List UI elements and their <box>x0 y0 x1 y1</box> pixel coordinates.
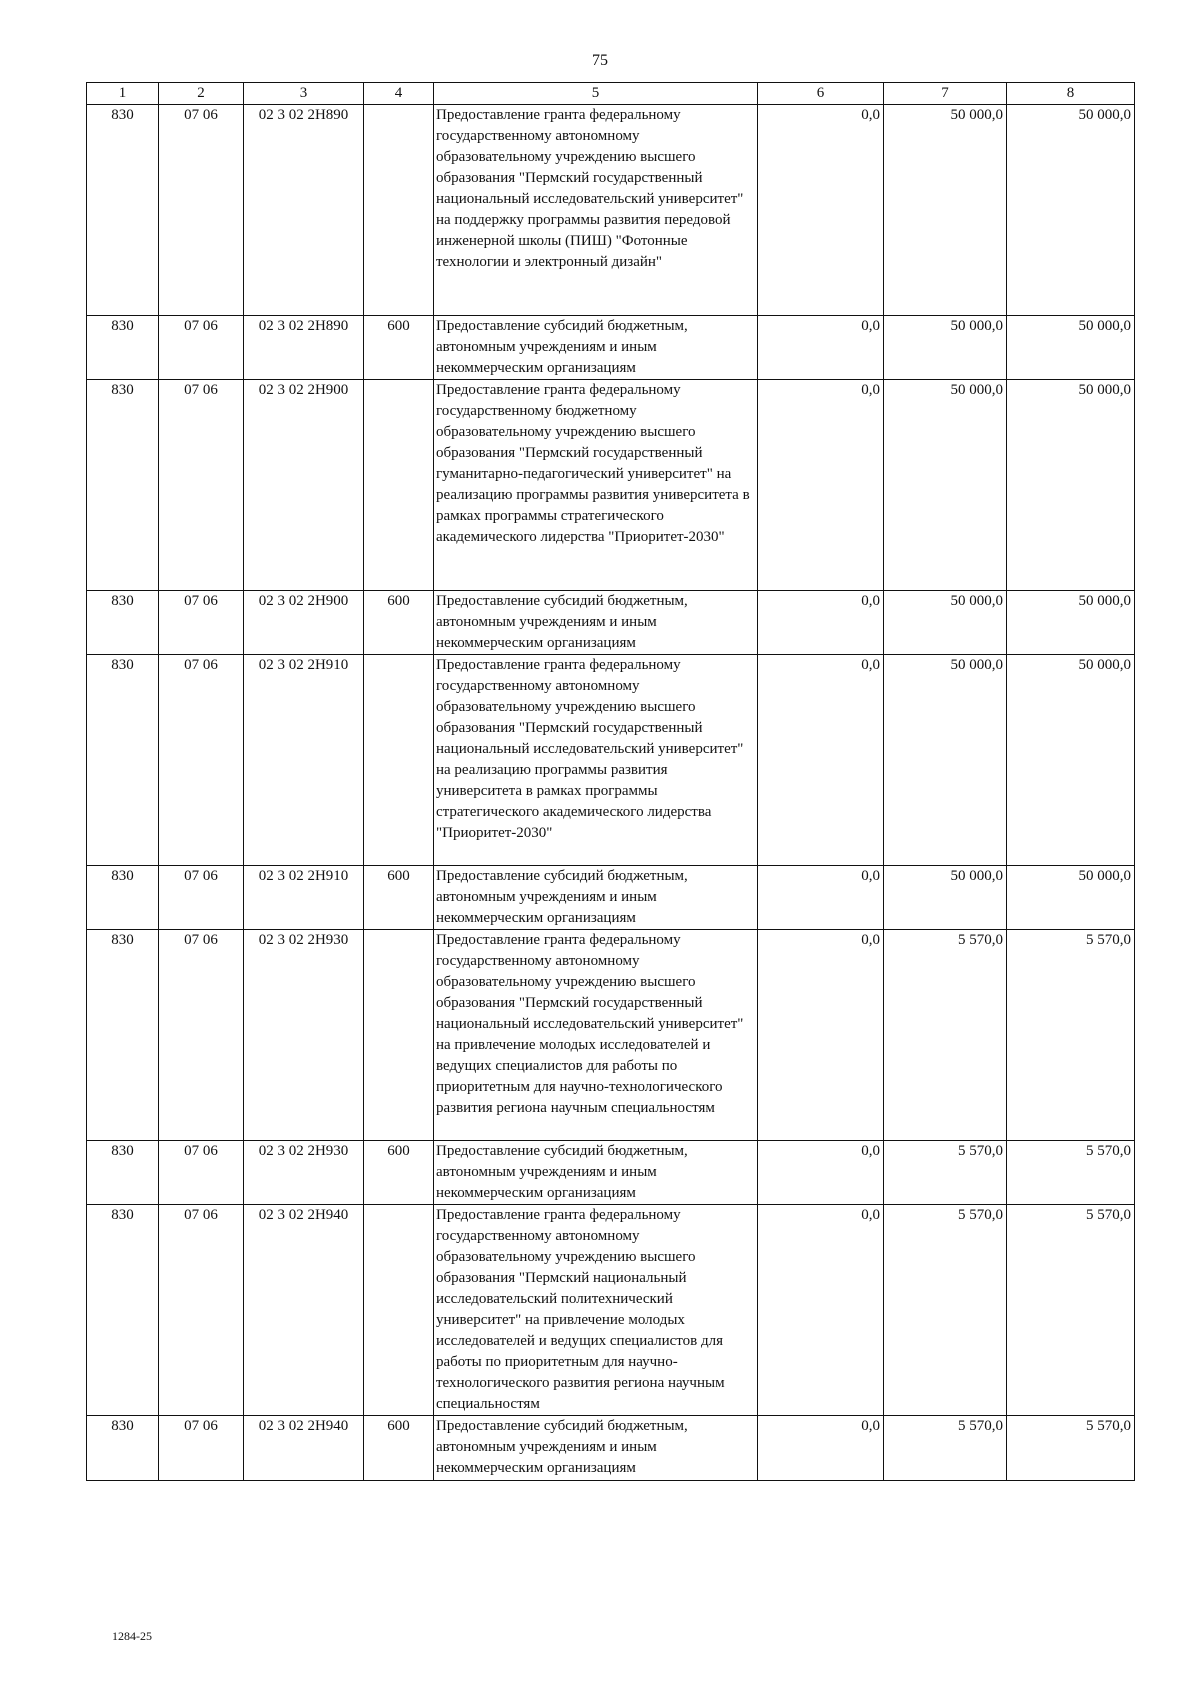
cell-description: Предоставление гранта федеральному государственному бюджетному образовательному учреждению высшего образования "Пермский государственный гуманитарно-педагогический университет" на реализацию программы развития университета в рамках программы стратегического академического лидерства "Приоритет-2030" <box>434 380 758 591</box>
cell-amount-7: 50 000,0 <box>884 105 1007 316</box>
cell-ministry-code: 830 <box>87 866 159 930</box>
cell-ministry-code: 830 <box>87 1416 159 1481</box>
cell-amount-8: 5 570,0 <box>1007 1205 1135 1416</box>
page-number: 75 <box>592 52 608 69</box>
cell-expense-type: 600 <box>364 866 434 930</box>
cell-amount-8: 50 000,0 <box>1007 380 1135 591</box>
cell-target-article: 02 3 02 2Н890 <box>244 105 364 316</box>
cell-amount-7: 50 000,0 <box>884 591 1007 655</box>
cell-amount-6: 0,0 <box>758 930 884 1141</box>
cell-amount-7: 50 000,0 <box>884 316 1007 380</box>
cell-amount-6: 0,0 <box>758 1416 884 1481</box>
cell-ministry-code: 830 <box>87 1141 159 1205</box>
cell-amount-6: 0,0 <box>758 380 884 591</box>
cell-amount-8: 50 000,0 <box>1007 866 1135 930</box>
cell-target-article: 02 3 02 2Н940 <box>244 1416 364 1481</box>
cell-expense-type <box>364 1205 434 1416</box>
cell-target-article: 02 3 02 2Н930 <box>244 1141 364 1205</box>
cell-section-code: 07 06 <box>159 866 244 930</box>
cell-amount-6: 0,0 <box>758 866 884 930</box>
cell-ministry-code: 830 <box>87 1205 159 1416</box>
cell-section-code: 07 06 <box>159 930 244 1141</box>
table-row <box>87 316 1135 380</box>
table-row <box>87 655 1135 866</box>
cell-amount-8: 5 570,0 <box>1007 930 1135 1141</box>
cell-amount-6: 0,0 <box>758 591 884 655</box>
cell-description: Предоставление гранта федеральному государственному автономному образовательному учреждению высшего образования "Пермский национальный исследовательский политехнический университет" на привлечение молодых исследователей и ведущих специалистов для работы по приоритетным для научно-технологического развития региона научным специальностям <box>434 1205 758 1416</box>
cell-amount-8: 50 000,0 <box>1007 591 1135 655</box>
cell-target-article: 02 3 02 2Н910 <box>244 866 364 930</box>
table-row <box>87 1141 1135 1205</box>
cell-amount-6: 0,0 <box>758 316 884 380</box>
header-cell-6: 6 <box>758 83 884 105</box>
table-row <box>87 380 1135 591</box>
cell-expense-type <box>364 930 434 1141</box>
cell-amount-7: 50 000,0 <box>884 380 1007 591</box>
cell-section-code: 07 06 <box>159 655 244 866</box>
cell-ministry-code: 830 <box>87 655 159 866</box>
cell-expense-type <box>364 105 434 316</box>
cell-ministry-code: 830 <box>87 930 159 1141</box>
header-row <box>87 83 1135 105</box>
table-row <box>87 105 1135 316</box>
header-cell-4: 4 <box>364 83 434 105</box>
cell-section-code: 07 06 <box>159 105 244 316</box>
cell-description: Предоставление субсидий бюджетным, автономным учреждениям и иным некоммерческим организациям <box>434 1141 758 1205</box>
cell-amount-8: 5 570,0 <box>1007 1141 1135 1205</box>
cell-amount-7: 50 000,0 <box>884 866 1007 930</box>
cell-description: Предоставление субсидий бюджетным, автономным учреждениям и иным некоммерческим организациям <box>434 591 758 655</box>
cell-target-article: 02 3 02 2Н930 <box>244 930 364 1141</box>
budget-table <box>86 82 1135 1481</box>
cell-ministry-code: 830 <box>87 591 159 655</box>
cell-ministry-code: 830 <box>87 380 159 591</box>
table-row <box>87 591 1135 655</box>
cell-amount-7: 5 570,0 <box>884 1205 1007 1416</box>
cell-target-article: 02 3 02 2Н910 <box>244 655 364 866</box>
table-row <box>87 930 1135 1141</box>
header-cell-2: 2 <box>159 83 244 105</box>
cell-amount-7: 5 570,0 <box>884 1141 1007 1205</box>
cell-amount-6: 0,0 <box>758 655 884 866</box>
cell-amount-7: 50 000,0 <box>884 655 1007 866</box>
header-cell-7: 7 <box>884 83 1007 105</box>
cell-expense-type <box>364 655 434 866</box>
document-code: 1284-25 <box>112 1629 152 1643</box>
cell-target-article: 02 3 02 2Н940 <box>244 1205 364 1416</box>
cell-amount-7: 5 570,0 <box>884 930 1007 1141</box>
header-cell-5: 5 <box>434 83 758 105</box>
cell-amount-6: 0,0 <box>758 105 884 316</box>
cell-description: Предоставление гранта федеральному государственному автономному образовательному учреждению высшего образования "Пермский государственный национальный исследовательский университет" на реализацию программы развития университета в рамках программы стратегического академического лидерства "Приоритет-2030" <box>434 655 758 866</box>
cell-section-code: 07 06 <box>159 380 244 591</box>
cell-ministry-code: 830 <box>87 105 159 316</box>
cell-section-code: 07 06 <box>159 1141 244 1205</box>
table-row <box>87 866 1135 930</box>
cell-amount-6: 0,0 <box>758 1141 884 1205</box>
cell-target-article: 02 3 02 2Н900 <box>244 591 364 655</box>
cell-target-article: 02 3 02 2Н890 <box>244 316 364 380</box>
cell-ministry-code: 830 <box>87 316 159 380</box>
cell-expense-type <box>364 380 434 591</box>
cell-description: Предоставление субсидий бюджетным, автономным учреждениям и иным некоммерческим организациям <box>434 866 758 930</box>
cell-amount-7: 5 570,0 <box>884 1416 1007 1481</box>
cell-expense-type: 600 <box>364 1416 434 1481</box>
cell-amount-8: 50 000,0 <box>1007 105 1135 316</box>
cell-expense-type: 600 <box>364 316 434 380</box>
cell-amount-6: 0,0 <box>758 1205 884 1416</box>
cell-target-article: 02 3 02 2Н900 <box>244 380 364 591</box>
table-row <box>87 1205 1135 1416</box>
cell-amount-8: 5 570,0 <box>1007 1416 1135 1481</box>
cell-section-code: 07 06 <box>159 1205 244 1416</box>
header-cell-8: 8 <box>1007 83 1135 105</box>
cell-amount-8: 50 000,0 <box>1007 655 1135 866</box>
table-row <box>87 1416 1135 1481</box>
cell-section-code: 07 06 <box>159 316 244 380</box>
cell-description: Предоставление гранта федеральному государственному автономному образовательному учреждению высшего образования "Пермский государственный национальный исследовательский университет" на привлечение молодых исследователей и ведущих специалистов для работы по приоритетным для научно-технологического развития региона научным специальностям <box>434 930 758 1141</box>
cell-description: Предоставление субсидий бюджетным, автономным учреждениям и иным некоммерческим организациям <box>434 316 758 380</box>
cell-section-code: 07 06 <box>159 591 244 655</box>
header-cell-3: 3 <box>244 83 364 105</box>
cell-description: Предоставление гранта федеральному государственному автономному образовательному учреждению высшего образования "Пермский государственный национальный исследовательский университет" на поддержку программы развития передовой инженерной школы (ПИШ) "Фотонные технологии и электронный дизайн" <box>434 105 758 316</box>
cell-amount-8: 50 000,0 <box>1007 316 1135 380</box>
cell-description: Предоставление субсидий бюджетным, автономным учреждениям и иным некоммерческим организациям <box>434 1416 758 1481</box>
header-cell-1: 1 <box>87 83 159 105</box>
cell-expense-type: 600 <box>364 1141 434 1205</box>
cell-section-code: 07 06 <box>159 1416 244 1481</box>
cell-expense-type: 600 <box>364 591 434 655</box>
